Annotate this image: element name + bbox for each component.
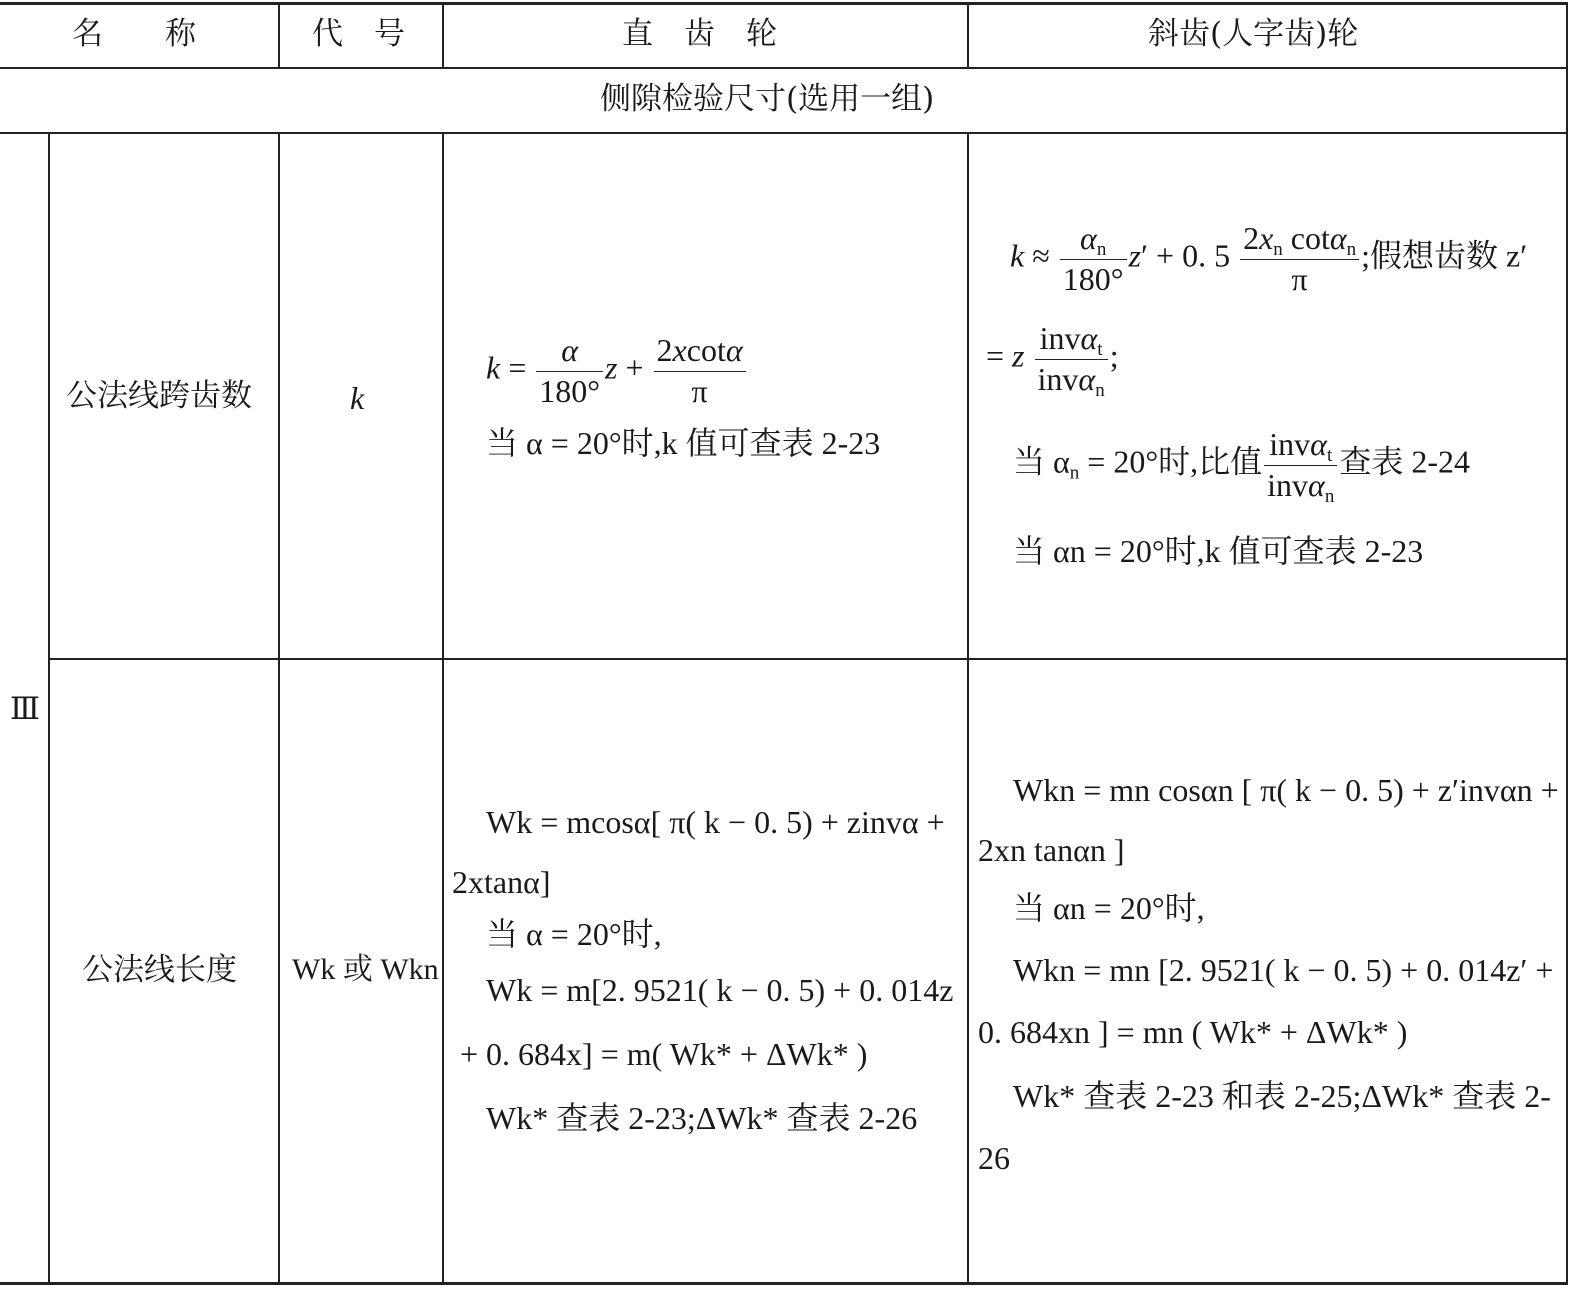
row1-name: 公法线跨齿数: [66, 378, 252, 414]
col-rule-3b: [967, 133, 969, 1283]
col-rule-2: [442, 2, 444, 68]
row1-spur-note: 当 α = 20°时,k 值可查表 2-23: [486, 425, 881, 461]
row1-symbol: [350, 382, 364, 414]
note1-pre: 当 α: [1013, 443, 1070, 480]
row2-helical-line3: 当 αn = 20°时,: [1013, 890, 1205, 926]
header-spur: 直 齿 轮: [622, 16, 777, 52]
row2-spur-line4: Wk = m[2. 9521( k − 0. 5) + 0. 014z: [486, 972, 954, 1008]
row2-spur-line2: 2xtanα]: [452, 864, 551, 900]
note1-mid: = 20°时,比值: [1079, 443, 1263, 480]
row2-helical-line5: 0. 684xn ] = mn ( Wk* + ΔWk* ): [978, 1014, 1408, 1050]
row2-spur-line3: 当 α = 20°时,: [486, 916, 662, 952]
row2-spur-line1: Wk = mcosα[ π( k − 0. 5) + zinvα +: [486, 804, 945, 840]
row-divider-rule: [48, 658, 1568, 660]
helical-virtual-teeth-text: ;假想齿数 z′: [1361, 237, 1528, 274]
group-label: Ⅲ: [10, 691, 40, 727]
table-top-rule: [0, 2, 1568, 5]
row1-helical-note2: 当 αn = 20°时,k 值可查表 2-23: [1013, 533, 1424, 569]
row1-spur-formula: k = $\frac{\alpha}{180^\circ}$ z + $\frac{2xcot\alpha}{\pi}$: [486, 334, 748, 408]
note1-tail: 查表 2-24: [1339, 443, 1470, 480]
row1-helical-note1: 当 $\alpha_n = 20^\circ$时,比值 $\frac{inv\alpha_t}{inv\alpha_n}$ 查表 2-24: [1013, 426, 1470, 507]
header-name: 名 称: [72, 16, 196, 52]
row2-spur-line6: Wk* 查表 2-23;ΔWk* 查表 2-26: [486, 1100, 918, 1136]
row2-helical-line1: Wkn = mn cosαn [ π( k − 0. 5) + z′invαn +: [1013, 772, 1559, 808]
col-rule-2b: [442, 133, 444, 1283]
section-title: 侧隙检验尺寸(选用一组): [600, 81, 935, 117]
header-helical: 斜齿(人字齿)轮: [1148, 16, 1359, 52]
col-rule-3: [967, 2, 969, 68]
right-border: [1566, 2, 1568, 1285]
section-bottom-rule: [0, 132, 1568, 134]
row2-helical-line7: 26: [978, 1140, 1010, 1176]
row1-helical-formula: k ≈ $\frac{\alpha_n}{180^\circ}$ z′ + 0. 5 $\frac{2x_n \cot\alpha_n}{\pi}$ ;假想齿数 z′: [1010, 220, 1528, 297]
row2-name: 公法线长度: [82, 952, 237, 988]
row1-helical-ratio: = z $\frac{inv\alpha_t}{inv\alpha_n}$ ;: [986, 320, 1119, 401]
col-rule-group: [48, 133, 50, 1283]
row2-helical-line6: Wk* 查表 2-23 和表 2-25;ΔWk* 查表 2-: [1013, 1078, 1551, 1114]
row1-symbol-text: k: [350, 380, 365, 416]
row2-helical-line4: Wkn = mn [2. 9521( k − 0. 5) + 0. 014z′ +: [1013, 952, 1554, 988]
col-rule-1: [278, 2, 280, 68]
header-symbol: 代 号: [312, 16, 405, 52]
row2-symbol: Wk 或 Wkn: [292, 953, 439, 986]
row2-helical-line2: 2xn tanαn ]: [978, 832, 1125, 868]
header-bottom-rule: [0, 67, 1568, 69]
row2-spur-line5: + 0. 684x] = m( Wk* + ΔWk* ): [460, 1036, 868, 1072]
table-bottom-rule: [0, 1282, 1568, 1285]
col-rule-1b: [278, 133, 280, 1283]
